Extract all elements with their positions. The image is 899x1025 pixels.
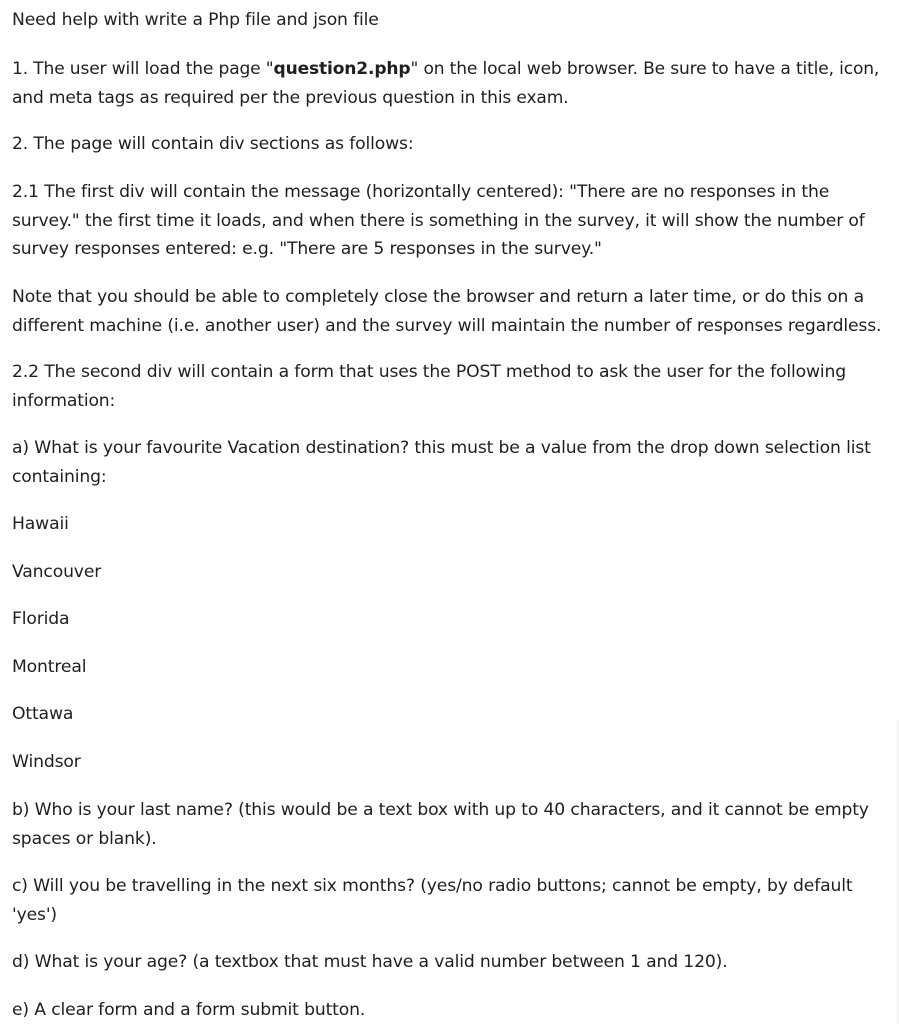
destination-option: Hawaii [12, 514, 69, 534]
persistence-note: Note that you should be able to completely close the browser and return a later time, or do this on a different machine (i.e. another user) and the survey will maintain the number of responses regardless. [12, 287, 882, 336]
part-c: c) Will you be travelling in the next six months? (yes/no radio buttons; cannot be empty, by default 'yes') [12, 876, 853, 925]
part-d: d) What is your age? (a textbox that must have a valid number between 1 and 120). [12, 952, 728, 972]
part-a: a) What is your favourite Vacation destination? this must be a value from the drop down selection list containing: [12, 438, 871, 487]
question-title: Need help with write a Php file and json file [12, 10, 379, 30]
scroll-shadow [895, 720, 899, 1024]
item-1-line-2: and meta tags as required per the previous question in this exam. [12, 87, 569, 108]
item-2-2: 2.2 The second div will contain a form that uses the POST method to ask the user for the following information: [12, 362, 847, 411]
part-b: b) Who is your last name? (this would be a text box with up to 40 characters, and it cannot be empty spaces or blank). [12, 800, 869, 849]
destination-option: Ottawa [12, 704, 74, 724]
destination-option: Vancouver [12, 562, 102, 582]
part-e: e) A clear form and a form submit button. [12, 1000, 366, 1020]
destination-option: Montreal [12, 657, 87, 677]
filename-bold: question2.php [273, 59, 411, 79]
item-1-line-1: 1. The user will load the page "question2.php" on the local web browser. Be sure to have a title, icon, [12, 59, 880, 79]
item-2: 2. The page will contain div sections as follows: [12, 134, 414, 154]
destination-option: Windsor [12, 752, 81, 772]
item-2-1: 2.1 The first div will contain the message (horizontally centered): "There are no responses in the survey." the first time it loads, and when there is something in the survey, it will show the number of survey responses entered: e.g. "There are 5 responses in the survey." [12, 182, 865, 260]
item-1 [12, 55, 884, 112]
destination-option: Florida [12, 609, 70, 629]
